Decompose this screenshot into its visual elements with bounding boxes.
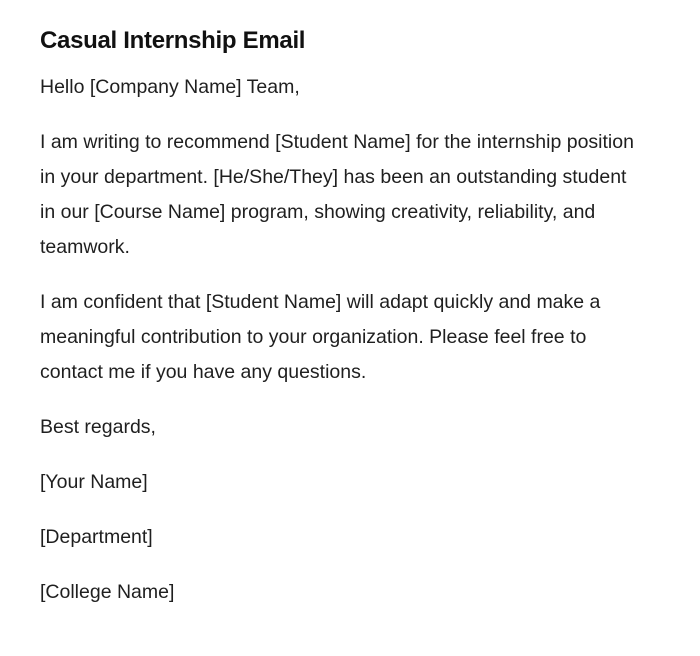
document-title: Casual Internship Email xyxy=(40,27,306,54)
signature-college: [College Name] xyxy=(40,581,175,603)
body-paragraph-2: I am confident that [Student Name] will adapt quickly and make a meaningful contribution to your organization. Please feel free to contact me if you have any questions. xyxy=(40,291,601,383)
closing-line: Best regards, xyxy=(40,416,156,438)
signature-department: [Department] xyxy=(40,526,153,548)
body-paragraph-1: I am writing to recommend [Student Name] for the internship position in your department. [He/She/They] has been an outstanding student in our [Course Name] program, showing creativity, reliability, and teamwork. xyxy=(40,131,634,258)
signature-name: [Your Name] xyxy=(40,471,148,493)
greeting-line: Hello [Company Name] Team, xyxy=(40,76,300,98)
